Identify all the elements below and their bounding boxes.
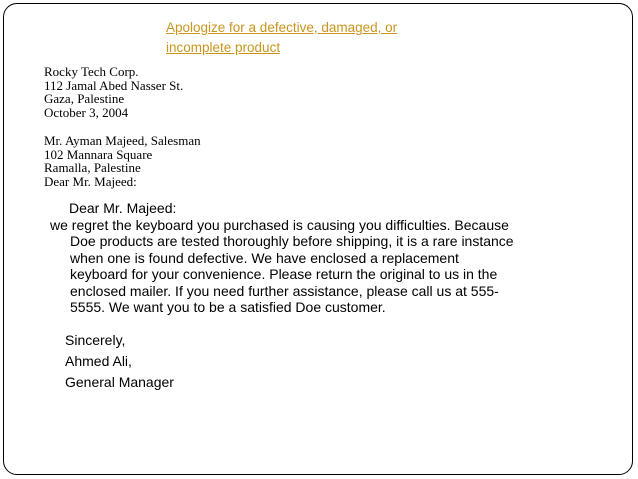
letter-date: October 3, 2004 [44,104,129,120]
sender-street: 112 Jamal Abed Nasser St. [44,77,184,93]
letter-signer: Ahmed Ali, [65,353,132,369]
letter-closing: Sincerely, [65,332,126,348]
heading-line-1: Apologize for a defective, damaged, or [166,20,398,35]
recipient-city: Ramalla, Palestine [44,160,141,175]
body-line: keyboard for your convenience. Please return the original to us in the [70,266,498,283]
sender-city: Gaza, Palestine [44,91,125,106]
sender-company: Rocky Tech Corp. [44,64,139,79]
recipient-street: 102 Mannara Square [44,146,153,162]
letter-salutation: Dear Mr. Majeed: [69,200,177,216]
body-line: when one is found defective. We have enclosed a replacement [70,249,459,266]
recipient-greeting: Dear Mr. Majeed: [44,173,137,189]
body-line: 5555. We want you to be a satisfied Doe customer. [70,299,386,316]
body-line: we regret the keyboard you purchased is causing you difficulties. Because [50,217,509,233]
recipient-name: Mr. Ayman Majeed, Salesman [44,133,201,148]
letter-signer-title: General Manager [65,374,174,390]
letter-closing-block [65,330,174,393]
recipient-address [44,134,201,188]
body-line: Doe products are tested thoroughly before shipping, it is a rare instance [70,233,514,250]
slide-heading[interactable] [166,18,466,58]
letter-body [50,217,590,315]
heading-line-2: incomplete product [166,40,281,55]
body-line: enclosed mailer. If you need further assistance, please call us at 555- [70,282,499,299]
sender-address [44,65,183,119]
